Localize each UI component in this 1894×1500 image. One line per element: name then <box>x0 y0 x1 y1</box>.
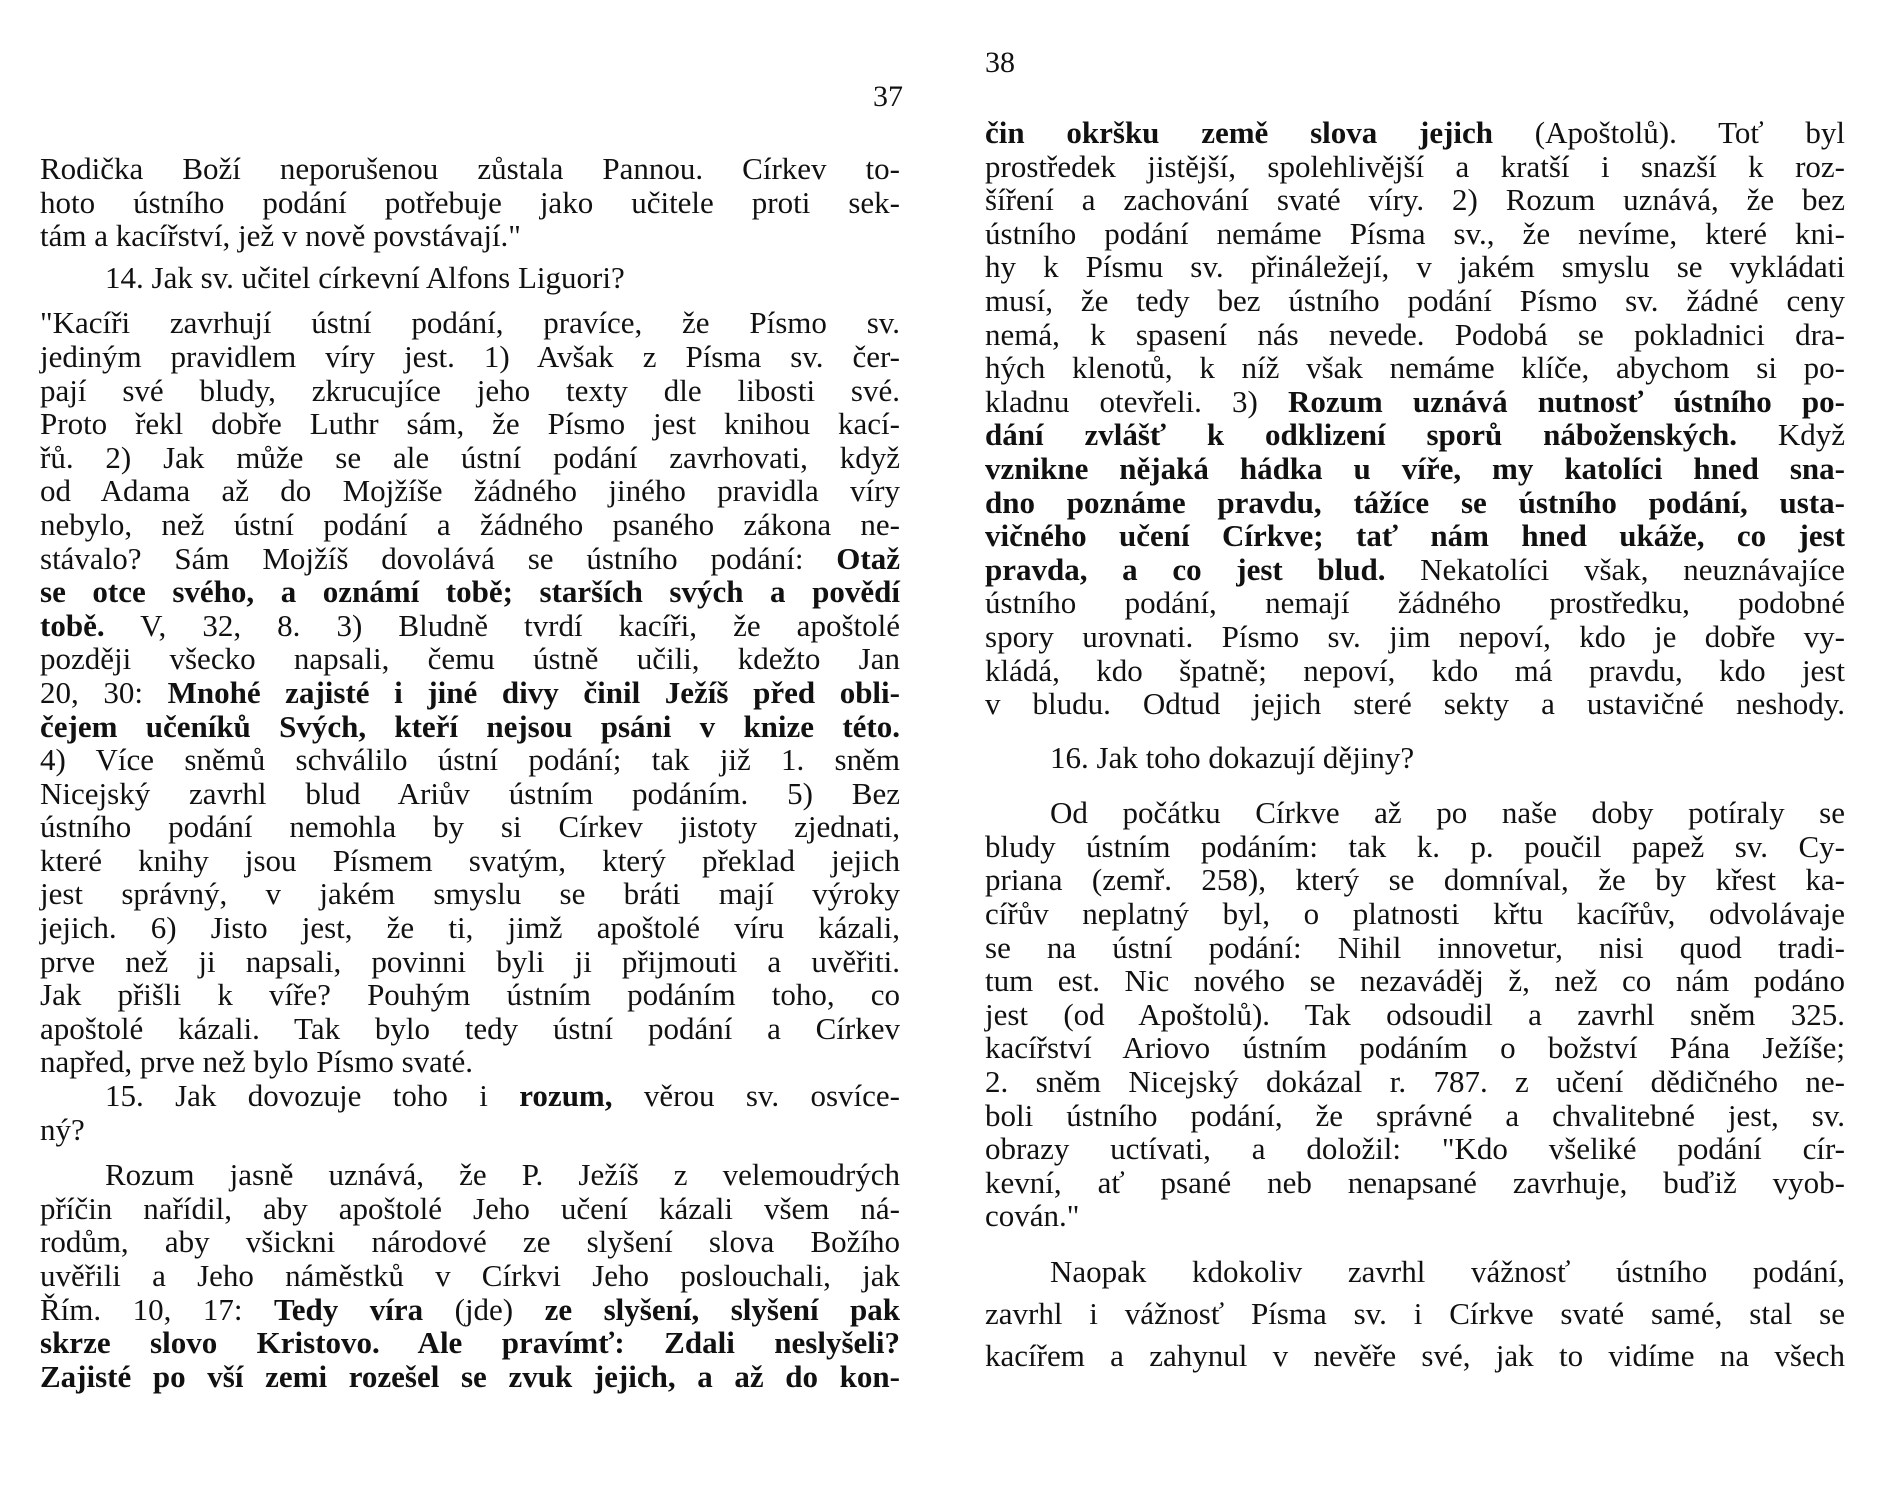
text-line: kládá, kdo špatně; nepoví, kdo má pravdu, kdo jest <box>985 652 1845 688</box>
text-line: pravda, a co jest blud. Nekatolíci však, neuznávajíce <box>985 551 1845 587</box>
text-line: jejich. 6) Jisto jest, že ti, jimž apoštolé víru kázali, <box>40 910 900 946</box>
text-line: Řím. 10, 17: Tedy víra (jde) ze slyšení, slyšení pak <box>40 1291 901 1327</box>
text-line: dání zvlášť k odklizení sporů náboženských. Když <box>985 417 1845 453</box>
text-line: uvěřili a Jeho náměstků v Církvi Jeho poslouchali, jak <box>40 1258 900 1293</box>
text-line: hých klenotů, k níž však nemáme klíče, abychom si po- <box>985 350 1845 386</box>
text-line <box>40 1360 900 1394</box>
bold-quote: dání zvlášť k odklizení sporů náboženských. <box>985 417 1737 453</box>
text-line: tum est. Nic nového se nezaváděj ž, než co nám podáno <box>985 963 1845 999</box>
text-line: Proto řekl dobře Luthr sám, že Písmo jest knihou kací- <box>40 406 900 442</box>
text-line: od Adama až do Mojžíše žádného jiného pravidla víry <box>40 473 900 509</box>
text-line <box>40 710 900 744</box>
page-number: 38 <box>985 46 1015 79</box>
text-line <box>40 1326 900 1360</box>
text-line: kladnu otevřeli. 3) Rozum uznává nutnosť ústního po- <box>985 383 1845 419</box>
text-line: tám a kacířství, jež v nově povstávají." <box>40 218 521 254</box>
text-line: kevní, ať psané neb nenapsané zavrhuje, buďiž vyob- <box>985 1164 1845 1200</box>
text-line <box>40 575 900 609</box>
text-line: šíření a zachování svaté víry. 2) Rozum uznává, že bez <box>985 182 1845 218</box>
text-line: rodům, aby všickni národové ze slyšení slova Božího <box>40 1224 900 1260</box>
bold-quote: se otce svého, a oznámí tobě; starších svých a povědí <box>40 574 900 610</box>
text-line: napřed, prve než bylo Písmo svaté. <box>40 1044 474 1080</box>
text-line: nebylo, než ústní podání a žádného psaného zákona ne- <box>40 506 900 542</box>
text-line <box>985 452 1845 486</box>
bold-quote: Tedy víra <box>273 1291 424 1327</box>
text-line: ný? <box>40 1111 85 1147</box>
bold-word: rozum, <box>519 1078 613 1114</box>
text-line: Rozum jasně uznává, že P. Ježíš z velemoudrých <box>105 1157 900 1193</box>
text-line: nemá, k spasení nás nevede. Podobá se pokladnici dra- <box>985 316 1845 352</box>
bold-quote: tobě. <box>40 607 105 643</box>
text-line: Jak přišli k víře? Pouhým ústním podáním toho, co <box>40 977 900 1013</box>
text-line: jest (od Apoštolů). Tak odsoudil a zavrhl sněm 325. <box>985 996 1845 1032</box>
text-line: jediným pravidlem víry jest. 1) Avšak z Písma sv. čer- <box>40 338 900 374</box>
text-line: bludy ústním podáním: tak k. p. poučil papež sv. Cy- <box>985 828 1845 864</box>
bold-quote: Otaž <box>836 540 900 576</box>
text-line: stávalo? Sám Mojžíš dovolává se ústního podání: Otaž <box>40 540 900 576</box>
bold-quote: skrze slovo Kristovo. Ale pravímť: Zdali neslyšeli? <box>40 1325 900 1361</box>
text-line: spory urovnati. Písmo sv. jim nepoví, kdo je dobře vy- <box>985 618 1845 654</box>
text-line: prve než ji napsali, povinni byli ji přijmouti a uvěřiti. <box>40 943 900 979</box>
text-line: řů. 2) Jak může se ale ústní podání zavrhovati, když <box>40 439 900 475</box>
text-line: které knihy jsou Písmem svatým, který překlad jejich <box>40 842 900 878</box>
text-line: hy k Písmu sv. přináležejí, v jakém smyslu se vykládati <box>985 249 1845 285</box>
text-line: Naopak kdokoliv zavrhl vážnosť ústního podání, <box>1050 1254 1845 1289</box>
text-line: 2. sněm Nicejský dokázal r. 787. z učení dědičného ne- <box>985 1064 1845 1100</box>
text-line: v bludu. Odtud jejich steré sekty a ustavičné neshody. <box>985 686 1845 722</box>
bold-quote: pravda, a co jest blud. <box>985 551 1386 587</box>
text-line: kacířem a zahynul v nevěře své, jak to vidíme na všech <box>985 1338 1845 1373</box>
text-line: 4) Více sněmů schválilo ústní podání; tak již 1. sněm <box>40 742 900 778</box>
text-line: hoto ústního podání potřebuje jako učitele proti sek- <box>40 184 900 220</box>
text-line: prostředek jistější, spolehlivější a kratší i snazší k roz- <box>985 148 1845 184</box>
text-line: pají své bludy, zkrucujíce jeho texty dle libosti své. <box>40 372 900 408</box>
bold-quote: vznikne nějaká hádka u víře, my katolíci hned sna- <box>985 450 1845 486</box>
bold-quote: Mnohé zajisté i jiné divy činil Ježíš před obli- <box>167 674 900 710</box>
question-heading: 16. Jak toho dokazují dějiny? <box>1050 739 1415 775</box>
page-number: 37 <box>873 80 903 113</box>
text-line: později všecko napsali, čemu ústně učili, kdežto Jan <box>40 641 900 677</box>
bold-quote: čejem učeníků Svých, kteří nejsou psáni v knize této. <box>40 708 900 744</box>
text-line: příčin nařídil, aby apoštolé Jeho učení kázali všem ná- <box>40 1190 900 1226</box>
bold-quote: ze slyšení, slyšení pak <box>544 1291 901 1327</box>
bold-quote: Rozum uznává nutnosť ústního po- <box>1288 383 1845 419</box>
bold-quote: dno poznáme pravdu, tážíce se ústního podání, usta- <box>985 484 1845 520</box>
page-body <box>40 152 900 1393</box>
question-heading: 14. Jak sv. učitel církevní Alfons Liguori? <box>105 259 625 295</box>
bold-quote: čin okršku země slova jejich <box>985 115 1494 150</box>
bold-quote: vičného učení Církve; tať nám hned ukáže, co jest <box>985 518 1845 554</box>
text-line: 20, 30: Mnohé zajisté i jiné divy činil Ježíš před obli- <box>40 674 900 710</box>
text-line: se na ústní podání: Nihil innovetur, nisi quod tradi- <box>985 929 1845 965</box>
text-line: ústního podání nemáme Písma sv., že nevíme, které kni- <box>985 215 1845 251</box>
text-line: ústního podání nemohla by si Církev jistoty zjednati, <box>40 809 900 845</box>
text-line: boli ústního podání, že správné a chvalitebné jest, sv. <box>985 1097 1845 1133</box>
text-line: Od počátku Církve až po naše doby potíraly se <box>1050 795 1845 831</box>
text-line: zavrhl i vážnosť Písma sv. i Církve svaté samé, stal se <box>985 1296 1845 1331</box>
text-line: tobě. V, 32, 8. 3) Bludně tvrdí kacíři, že apoštolé <box>40 607 900 643</box>
text-line: cován." <box>985 1198 1080 1234</box>
text-line: Rodička Boží neporušenou zůstala Pannou. Církev to- <box>40 151 900 186</box>
text-line: cířův neplatný byl, o platnosti křtu kacířův, odvolávaje <box>985 896 1845 932</box>
text-line: kacířství Ariovo ústním podáním o božství Pána Ježíše; <box>985 1030 1845 1066</box>
bold-quote: Zajisté po vší zemi rozešel se zvuk jejich, a až do kon- <box>40 1358 900 1394</box>
page-body <box>985 116 1845 1377</box>
text-line: obrazy uctívati, a doložil: "Kdo všeliké podání cír- <box>985 1131 1845 1167</box>
text-line: priana (zemř. 258), který se domníval, že by křest ka- <box>985 862 1845 898</box>
text-line <box>985 486 1845 520</box>
text-line: apoštolé kázali. Tak bylo tedy ústní podání a Církev <box>40 1010 900 1046</box>
text-line <box>985 519 1845 553</box>
text-line: čin okršku země slova jejich (Apoštolů). Toť byl <box>985 115 1845 150</box>
text-line: jest správný, v jakém smyslu se bráti mají výroky <box>40 876 900 912</box>
text-line: "Kacíři zavrhují ústní podání, pravíce, že Písmo sv. <box>40 305 900 341</box>
text-line: musí, že tedy bez ústního podání Písmo sv. žádné ceny <box>985 282 1845 318</box>
text-line: ústního podání, nemají žádného prostředku, podobné <box>985 585 1845 621</box>
question-heading: 15. Jak dovozuje toho i rozum, věrou sv. osvíce- <box>105 1078 900 1114</box>
text-line: Nicejský zavrhl blud Ariův ústním podáním. 5) Bez <box>40 775 900 811</box>
